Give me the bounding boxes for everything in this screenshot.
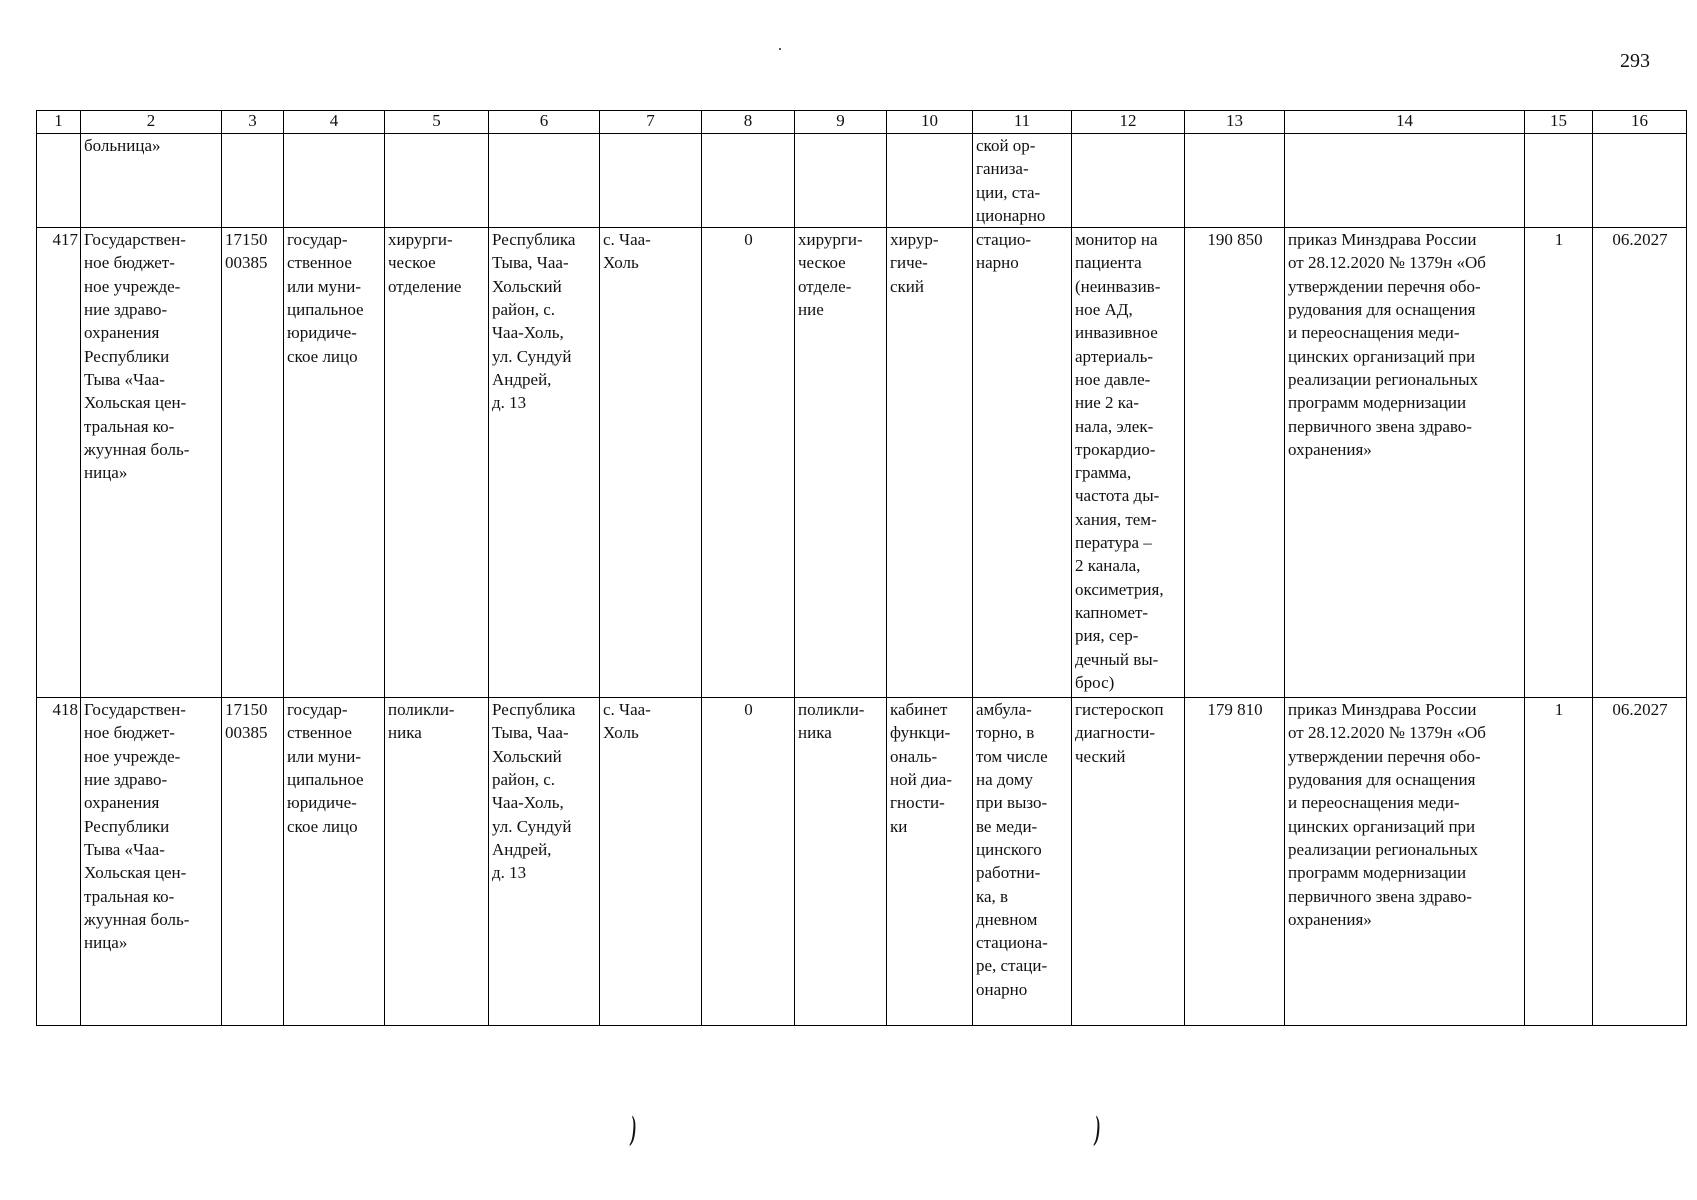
binding-mark: ) bbox=[630, 1110, 637, 1147]
profile-cell: хирур- гиче- ский bbox=[890, 230, 939, 296]
profile-cell: кабинет функци- ональ- ной диа- гности- ки bbox=[890, 700, 952, 836]
institution-name-cell: Государствен- ное бюджет- ное учрежде- ние здраво- охранения Республики Тыва «Чаа- Хольская цен- тральная ко- жуунная боль- ница» bbox=[84, 230, 190, 483]
scan-dot bbox=[779, 48, 781, 50]
unit-cell: хирурги- ческое отделение bbox=[388, 230, 462, 296]
header-cell: 8 bbox=[702, 111, 795, 134]
quantity-cell: 1 bbox=[1554, 700, 1564, 720]
value-cell: 0 bbox=[744, 230, 753, 250]
header-cell: 10 bbox=[887, 111, 973, 134]
institution-name-cell: больница» bbox=[84, 136, 161, 155]
legal-form-cell: государ- ственное или муни- ципальное юридиче- ское лицо bbox=[287, 700, 364, 836]
header-cell: 6 bbox=[489, 111, 600, 134]
address-cell: Республика Тыва, Чаа- Хольский район, с. Чаа-Холь, ул. Сундуй Андрей, д. 13 bbox=[492, 230, 576, 413]
legal-form-cell: государ- ственное или муни- ципальное юридиче- ское лицо bbox=[287, 230, 364, 366]
regulation-cell: приказ Минздрава России от 28.12.2020 № 1379н «Об утверждении перечня обо- рудования для оснащения и переоснащения меди- цинских организаций при реализации региональных программ модернизации первичного звена здраво- охранения» bbox=[1288, 230, 1486, 459]
locality-cell: с. Чаа- Холь bbox=[603, 700, 651, 743]
address-cell: Республика Тыва, Чаа- Хольский район, с. Чаа-Холь, ул. Сундуй Андрей, д. 13 bbox=[492, 700, 576, 883]
care-conditions-cell: ской ор- ганиза- ции, ста- ционарно bbox=[976, 136, 1046, 225]
row-number-cell: 417 bbox=[52, 230, 78, 250]
table-row bbox=[37, 698, 1687, 1026]
header-cell: 12 bbox=[1072, 111, 1185, 134]
binding-mark: ) bbox=[1094, 1110, 1101, 1147]
equipment-table bbox=[36, 110, 1687, 1026]
institution-name-cell: Государствен- ное бюджет- ное учрежде- ние здраво- охранения Республики Тыва «Чаа- Хольская цен- тральная ко- жуунная боль- ница» bbox=[84, 700, 190, 953]
header-cell: 5 bbox=[385, 111, 489, 134]
table-row-continuation bbox=[37, 134, 1687, 228]
department-cell: поликли- ника bbox=[798, 700, 865, 743]
page-number: 293 bbox=[1620, 50, 1650, 72]
regulation-cell: приказ Минздрава России от 28.12.2020 № 1379н «Об утверждении перечня обо- рудования для оснащения и переоснащения меди- цинских организаций при реализации региональных программ модернизации первичного звена здраво- охранения» bbox=[1288, 700, 1486, 929]
table-row bbox=[37, 228, 1687, 698]
header-cell: 7 bbox=[600, 111, 702, 134]
code-cell: 17150 00385 bbox=[225, 700, 268, 743]
header-row bbox=[37, 111, 1687, 134]
equipment-cell: монитор на пациента (неинвазив- ное АД, инвазивное артериаль- ное давле- ние 2 ка- нала, элек- трокардио- грамма, частота ды- хания, тем- пература – 2 канала, оксиметрия, капномет- рия, сер- дечный вы- брос) bbox=[1075, 230, 1164, 692]
value-cell: 0 bbox=[744, 700, 753, 720]
date-cell: 06.2027 bbox=[1612, 700, 1668, 720]
header-cell: 4 bbox=[284, 111, 385, 134]
header-cell: 2 bbox=[81, 111, 222, 134]
header-cell: 1 bbox=[37, 111, 81, 134]
row-number-cell: 418 bbox=[52, 700, 78, 720]
header-cell: 15 bbox=[1525, 111, 1593, 134]
date-cell: 06.2027 bbox=[1612, 230, 1668, 250]
header-cell: 3 bbox=[222, 111, 284, 134]
locality-cell: с. Чаа- Холь bbox=[603, 230, 651, 273]
header-cell: 13 bbox=[1185, 111, 1285, 134]
price-cell: 179 810 bbox=[1207, 700, 1263, 720]
care-conditions-cell: стацио- нарно bbox=[976, 230, 1032, 273]
department-cell: хирурги- ческое отделе- ние bbox=[798, 230, 863, 320]
header-cell: 9 bbox=[795, 111, 887, 134]
header-cell: 14 bbox=[1285, 111, 1525, 134]
quantity-cell: 1 bbox=[1554, 230, 1564, 250]
unit-cell: поликли- ника bbox=[388, 700, 455, 743]
code-cell: 17150 00385 bbox=[225, 230, 268, 273]
header-cell: 11 bbox=[973, 111, 1072, 134]
care-conditions-cell: амбула- торно, в том числе на дому при вызо- ве меди- цинского работни- ка, в дневном стациона- ре, стаци- онарно bbox=[976, 700, 1048, 999]
price-cell: 190 850 bbox=[1207, 230, 1263, 250]
equipment-cell: гистероскоп диагности- ческий bbox=[1075, 700, 1164, 766]
header-cell: 16 bbox=[1593, 111, 1687, 134]
